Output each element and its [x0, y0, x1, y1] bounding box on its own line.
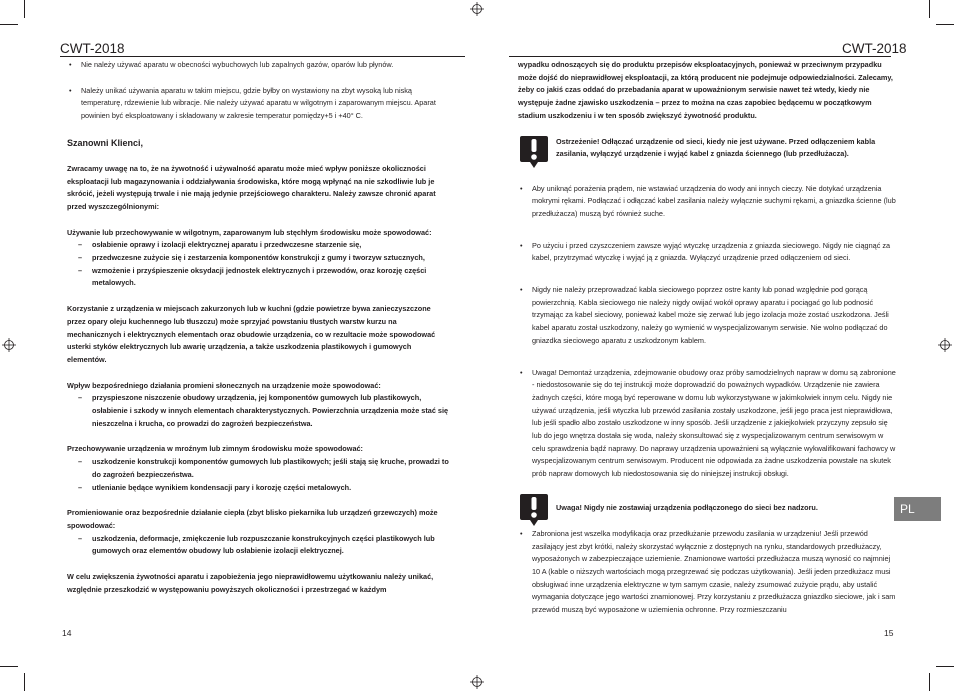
paragraph: Przechowywanie urządzenia w mroźnym lub zimnym środowisku może spowodować: — [67, 444, 363, 454]
right-page — [477, 0, 954, 691]
list-item: – utlenianie będące wynikiem kondensacji pary i korozję części metalowych. — [67, 482, 449, 495]
list-item: • Uwaga! Demontaż urządzenia, zdejmowanie obudowy oraz próby samodzielnych napraw w domu są zabronione - niedostosowanie się do tej instrukcji może doprowadzić do poważnych wypadków. Urządzenie nie zawiera żadnych części, które mogą być reperowane w domu lub wykorzystywane w jakimkolwiek innym celu. Nigdy nie używać urządzenia, jeśli wtyczka lub przewód zasilania zostały uszkodzone, jeśli jego praca jest nieprawidłowa, lub jeśli spadło albo zostało uszkodzone w inny sposób. Jeśli urządzenie z jakiejkolwiek przyczyny zepsuło się lub do jego wnętrza dostała się woda, należy skonsultować się z wyspecjalizowanym centrum serwisowym w celu sprawdzenia bądź naprawy. Do naprawy urządzenia upoważnieni są wyłącznie wykwalifikowani fachowcy w wyspecjalizowanym centrum serwisowym. Producent nie odpowiada za żadne uszkodzenia powstałe na skutek prób napraw domowych lub niedostosowania się do niniejszej instrukcji obsługi. — [518, 367, 896, 481]
right-column — [518, 59, 896, 617]
list-item: – osłabienie oprawy i izolacji elektrycznej aparatu i przedwczesne starzenie się, — [67, 239, 449, 252]
exclamation-icon — [518, 492, 550, 528]
paragraph: Używanie lub przechowywanie w wilgotnym, zaparowanym lub stęchłym środowisku może spowodować: — [67, 227, 432, 237]
page-number: 15 — [884, 628, 894, 638]
header-rule — [60, 56, 465, 57]
paragraph: Korzystanie z urządzenia w miejscach zakurzonych lub w kuchni (gdzie powietrze bywa zanieczyszczone przez opary oleju kuchennego lub tłuszczu) może sprzyjać powstaniu tłustych warstw kurzu na mechanicznych i elektrycznych elementach oraz obudowie urządzenia, co w rezultacie może spowodować usterki styków elektrycznych lub awarię urządzenia, a także uszkodzenia plastikowych i gumowych elementów. — [67, 304, 436, 364]
list-item: • Należy unikać używania aparatu w takim miejscu, gdzie byłby on wystawiony na zbyt wysoką lub niską temperaturę, rdzewienie lub wibracje. Nie należy używać aparatu w wilgotnym i zaparowanym miejscu. Aparat powinien być eksploatowany i składowany w zakresie temperatur pomiędzy+5 i +40° C. — [67, 85, 449, 123]
list-item: • Aby uniknąć porażenia prądem, nie wstawiać urządzenia do wody ani innych cieczy. Nie dotykać urządzenia mokrymi rękami. Podłączać i odłączać kabel zasilania należy wyłącznie suchymi rękami, a gniazdka ścienne (lub przedłużacza) muszą być również suche. — [518, 183, 896, 221]
list-item: – uszkodzenia, deformacje, zmiękczenie lub rozpuszczanie konstrukcyjnych części plastikowych lub gumowych oraz elementów obudowy lub osłabienie izolacji elektrycznej. — [67, 533, 449, 558]
section-heading: Szanowni Klienci, — [67, 137, 144, 148]
page-number: 14 — [62, 628, 72, 638]
list-item: • Nigdy nie należy przeprowadzać kabla sieciowego poprzez ostre kanty lub ponad względnie pod gorącą powierzchnią. Kabla sieciowego nie należy nigdy owijać wokół oprawy aparatu i pociągać go lub podnosić trzymając za kabel sieciowy, ponieważ kabel może się zerwać lub jego izolacja może zostać uszkodzona. Jeśli kabel aparatu został uszkodzony, należy go wymienić w wyspecjalizowanym serwisie. Nie wolno podłączać do gniazdka sieciowego aparatu z uszkodzonym kablem. — [518, 284, 896, 348]
warning-text: Ostrzeżenie! Odłączać urządzenie od sieci, kiedy nie jest używane. Przed odłączeniem kabla zasilania, wyłączyć urządzenie i wyjąć kabel z gniazda ściennego (lub przedłużacza). — [556, 136, 876, 159]
list-item: – przyspieszone niszczenie obudowy urządzenia, jej komponentów gumowych lub plastikowych, osłabienie i szkody w innych elementach charakterystycznych. Powierzchnia urządzenia może stać się nieszczelna i krucha, co prowadzi do zagrożeń bezpieczeństwa. — [67, 392, 449, 430]
list-item: – przedwczesne zużycie się i zestarzenia komponentów konstrukcji z gumy i tworzyw sztucznych, — [67, 252, 449, 265]
paragraph: Wpływ bezpośredniego działania promieni słonecznych na urządzenie może spowodować: — [67, 380, 381, 390]
exclamation-icon — [518, 134, 550, 170]
list-item: • Nie należy używać aparatu w obecności wybuchowych lub zapalnych gazów, oparów lub płynów. — [67, 59, 449, 72]
warning-block — [518, 494, 896, 528]
list-item: – uszkodzenie konstrukcji komponentów gumowych lub plastikowych; jeśli stają się kruche, prowadzi to do zagrożeń bezpieczeństwa. — [67, 456, 449, 481]
paragraph: Promieniowanie oraz bezpośrednie działanie ciepła (zbyt blisko piekarnika lub urządzeń grzewczych) może spowodować: — [67, 508, 438, 530]
paragraph: W celu zwiększenia żywotności aparatu i zapobieżenia jego nieprawidłowemu użytkowaniu należy unikać, względnie przeszkodzić w występowaniu powyższych okoliczności i przestrzegać w każdym — [67, 572, 434, 594]
list-item: • Po użyciu i przed czyszczeniem zawsze wyjąć wtyczkę urządzenia z gniazda sieciowego. Nigdy nie ciągnąć za kabel, przytrzymać wtyczkę i wyjąć ją z gniazda. Wyłączyć urządzenie przed odłączeniem od sieci. — [518, 240, 896, 265]
list-item: – wzmożenie i przyśpieszenie oksydacji jednostek elektrycznych i przewodów, oraz korozję części metalowych. — [67, 265, 449, 290]
model-name: CWT-2018 — [842, 41, 907, 56]
warning-block — [518, 136, 896, 170]
paragraph: Zwracamy uwagę na to, że na żywotność i używalność aparatu może mieć wpływ poniższe okoliczności eksploatacji lub magazynowania i oddziaływania środowiska, które mogą wpłynąć na nie szkodliwie lub je skrócić, jeżeli występują trwale i nie mają jedynie przejściowego charakteru. Należy zawsze chronić aparat przed wyszczególnionymi: — [67, 163, 436, 211]
model-name: CWT-2018 — [60, 41, 125, 56]
list-item: • Zabroniona jest wszelka modyfikacja oraz przedłużanie przewodu zasilania w urządzeniu! Jeśli przewód zasilający jest zbyt krótki, należy skorzystać wyłącznie z dostępnych na rynku, standardowych przedłużaczy, wyposażonych w zabezpieczające uziemienie. Znamionowe wartości przedłużacza muszą wynosić co najmniej 10 A (kable o niższych wartościach mogą przegrzewać się podczas użytkowania). Jeśli jeden przedłużacz musi obsługiwać inne urządzenia elektryczne w tym samym czasie, należy zsumować zużycie prądu, aby ustalić wymagania dotyczące jego wartości znamionowej. Przy korzystaniu z przedłużacza gniazdko sieciowe, jak i sam przewód muszą być wyposażone w uziemienia ochronne. Przy rozmieszczaniu — [518, 528, 896, 617]
warning-text: Uwaga! Nigdy nie zostawiaj urządzenia podłączonego do sieci bez nadzoru. — [556, 502, 818, 512]
paragraph: wypadku odnoszących się do produktu przepisów eksploatacyjnych, ponieważ w przeciwnym przypadku może dojść do nieprawidłowej eksploatacji, za którą producent nie podejmuje odpowiedzialności. Zalecamy, żeby co jakiś czas oddać do przebadania aparat w upoważnionym serwisie nawet też wtedy, kiedy nie występuje żadne zjawisko uszkodzenia – przez to można na czas zapobiec będącemu w początkowym stadium uszkodzeniu i w ten sposób zwiększyć żywotność produktu. — [518, 60, 893, 120]
header-rule — [509, 56, 891, 57]
language-tab: PL — [894, 497, 941, 521]
left-column — [67, 59, 449, 597]
